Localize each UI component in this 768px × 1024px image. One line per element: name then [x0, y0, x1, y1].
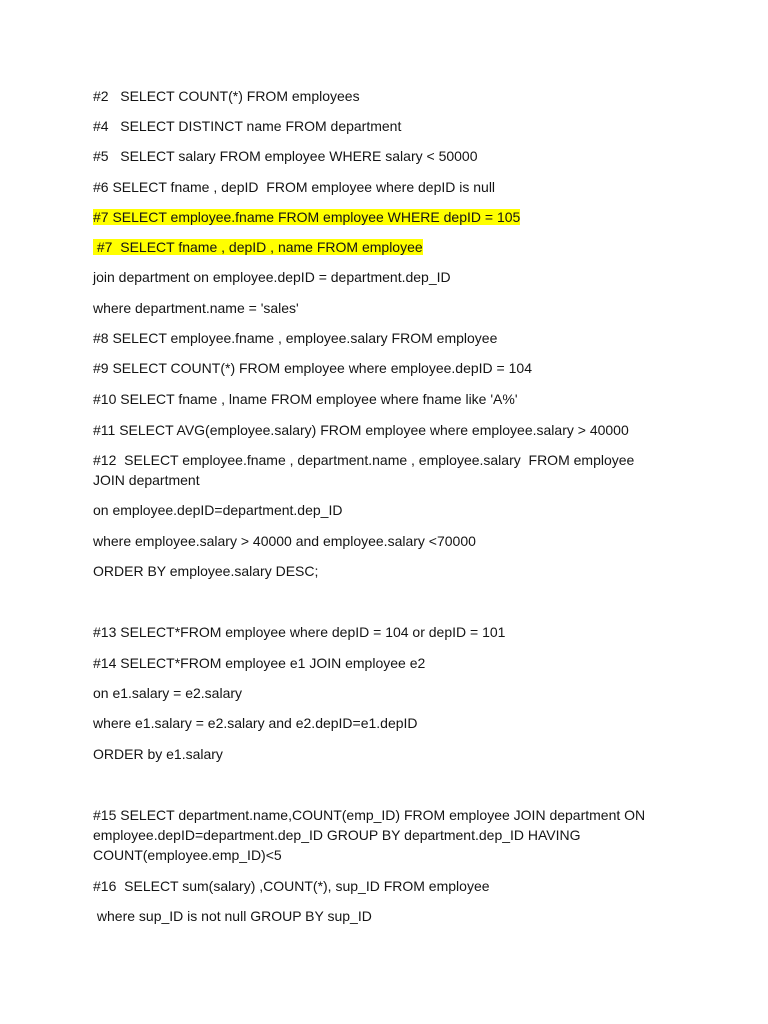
query-line: #12 SELECT employee.fname , department.name , employee.salary FROM employee JOIN department: [93, 452, 635, 488]
highlighted-query-line: #7 SELECT fname , depID , name FROM employee: [93, 239, 423, 255]
query-line: #2 SELECT COUNT(*) FROM employees: [93, 88, 360, 104]
query-line: #8 SELECT employee.fname , employee.salary FROM employee: [93, 330, 498, 346]
query-line: ORDER by e1.salary: [93, 746, 223, 762]
query-line: where employee.salary > 40000 and employee.salary <70000: [93, 533, 476, 549]
query-line: #6 SELECT fname , depID FROM employee where depID is null: [93, 179, 496, 195]
highlighted-query-line: #7 SELECT employee.fname FROM employee WHERE depID = 105: [93, 209, 521, 225]
query-line: on employee.depID=department.dep_ID: [93, 502, 343, 518]
query-line: #15 SELECT department.name,COUNT(emp_ID) FROM employee JOIN department ON employee.depID=department.dep_ID GROUP BY department.dep_ID HAVING COUNT(employee.emp_ID)<5: [93, 807, 646, 863]
query-line: on e1.salary = e2.salary: [93, 685, 243, 701]
query-line: #4 SELECT DISTINCT name FROM department: [93, 118, 402, 134]
query-line: where department.name = 'sales': [93, 300, 299, 316]
query-line: where sup_ID is not null GROUP BY sup_ID: [93, 908, 372, 924]
query-line: #11 SELECT AVG(employee.salary) FROM employee where employee.salary > 40000: [93, 422, 629, 438]
query-line: #16 SELECT sum(salary) ,COUNT(*), sup_ID FROM employee: [93, 878, 490, 894]
query-line: #13 SELECT*FROM employee where depID = 104 or depID = 101: [93, 624, 506, 640]
query-line: #5 SELECT salary FROM employee WHERE salary < 50000: [93, 148, 478, 164]
query-line: #9 SELECT COUNT(*) FROM employee where employee.depID = 104: [93, 360, 532, 376]
query-line: where e1.salary = e2.salary and e2.depID=e1.depID: [93, 715, 418, 731]
query-line: ORDER BY employee.salary DESC;: [93, 563, 319, 579]
query-line: join department on employee.depID = department.dep_ID: [93, 269, 451, 285]
query-line: #10 SELECT fname , lname FROM employee where fname like 'A%': [93, 391, 518, 407]
query-line: #14 SELECT*FROM employee e1 JOIN employee e2: [93, 655, 426, 671]
